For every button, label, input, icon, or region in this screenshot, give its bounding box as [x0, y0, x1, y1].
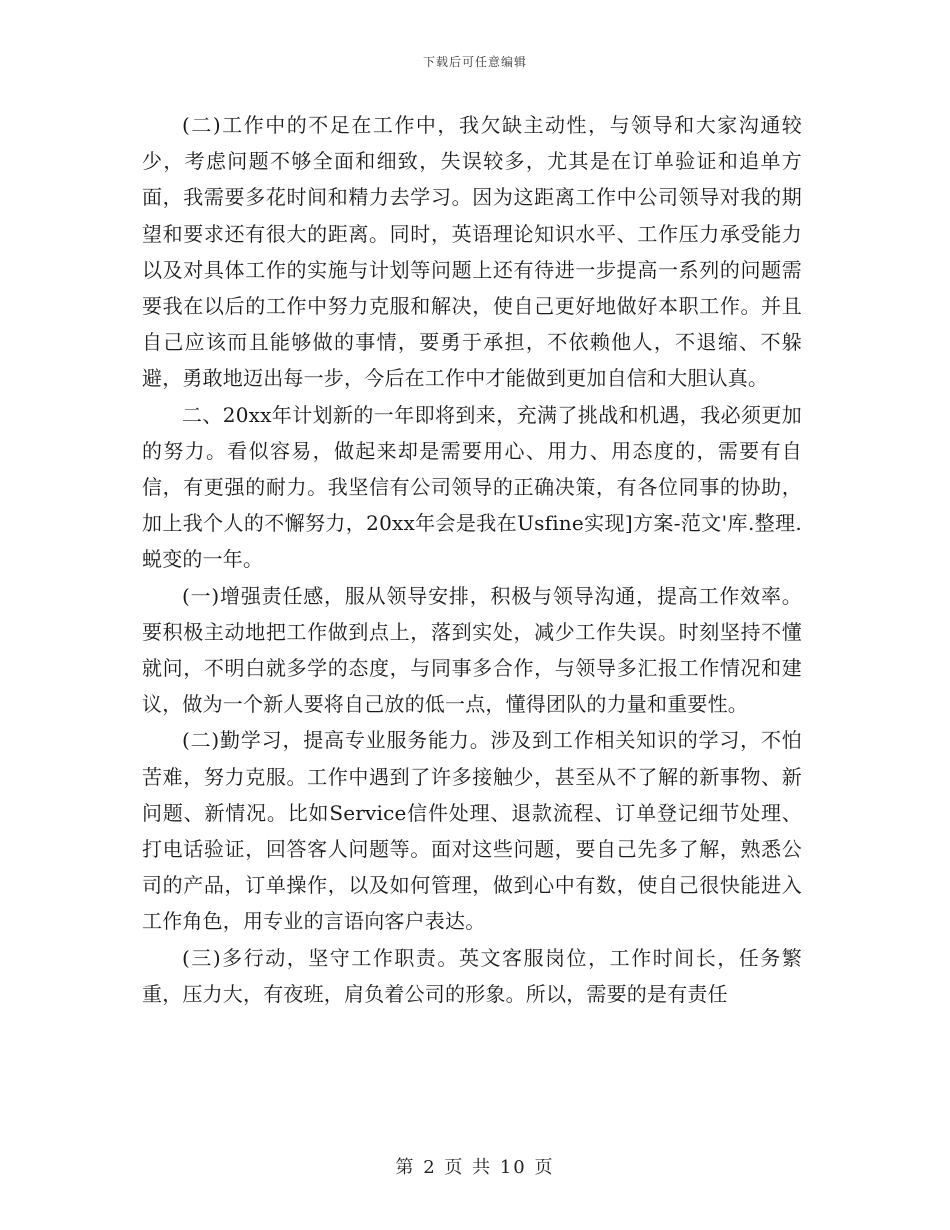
paragraph-shortcomings: (二)工作中的不足在工作中，我欠缺主动性，与领导和大家沟通较少，考虑问题不够全面和细致，失误较多，尤其是在订单验证和追单方面，我需要多花时间和精力去学习。因为这距离工作中公司领导对我的期望和要求还有很大的距离。同时，英语理论知识水平、工作压力承受能力以及对具体工作的实施与计划等问题上还有待进一步提高一系列的问题需要我在以后的工作中努力克服和解决，使自己更好地做好本职工作。并且自己应该而且能够做的事情，要勇于承担，不依赖他人，不退缩、不躲避，勇敢地迈出每一步，今后在工作中才能做到更加自信和大胆认真。 — [142, 113, 802, 391]
paragraph-action: (三)多行动，坚守工作职责。英文客服岗位，工作时间长，任务繁重，压力大，有夜班，肩负着公司的形象。所以，需要的是有责任 — [142, 945, 802, 1006]
paragraph-annual-plan: 二、20xx年计划新的一年即将到来，充满了挑战和机遇，我必须更加的努力。看似容易，做起来却是需要用心、用力、用态度的，需要有自信，有更强的耐力。我坚信有公司领导的正确决策，有各位同事的协助，加上我个人的不懈努力，20xx年会是我在Usfine实现]方案-范文'库.整理.蜕变的一年。 — [142, 402, 802, 572]
page-header: 下载后可任意编辑 — [422, 55, 527, 69]
document-body — [142, 107, 802, 1012]
page-number-footer: 第 2 页 共 10 页 — [395, 1157, 555, 1178]
paragraph-learning: (二)勤学习，提高专业服务能力。涉及到工作相关知识的学习，不怕苦难，努力克服。工作中遇到了许多接触少，甚至从不了解的新事物、新问题、新情况。比如Service信件处理、退款流程、订单登记细节处理、打电话验证，回答客人问题等。面对这些问题，要自己先多了解，熟悉公司的产品，订单操作，以及如何管理，做到心中有数，使自己很快能进入工作角色，用专业的言语向客户表达。 — [142, 728, 802, 934]
paragraph-responsibility: (一)增强责任感，服从领导安排，积极与领导沟通，提高工作效率。要积极主动地把工作做到点上，落到实处，减少工作失误。时刻坚持不懂就问，不明白就多学的态度，与同事多合作，与领导多汇报工作情况和建议，做为一个新人要将自己放的低一点，懂得团队的力量和重要性。 — [142, 583, 802, 717]
